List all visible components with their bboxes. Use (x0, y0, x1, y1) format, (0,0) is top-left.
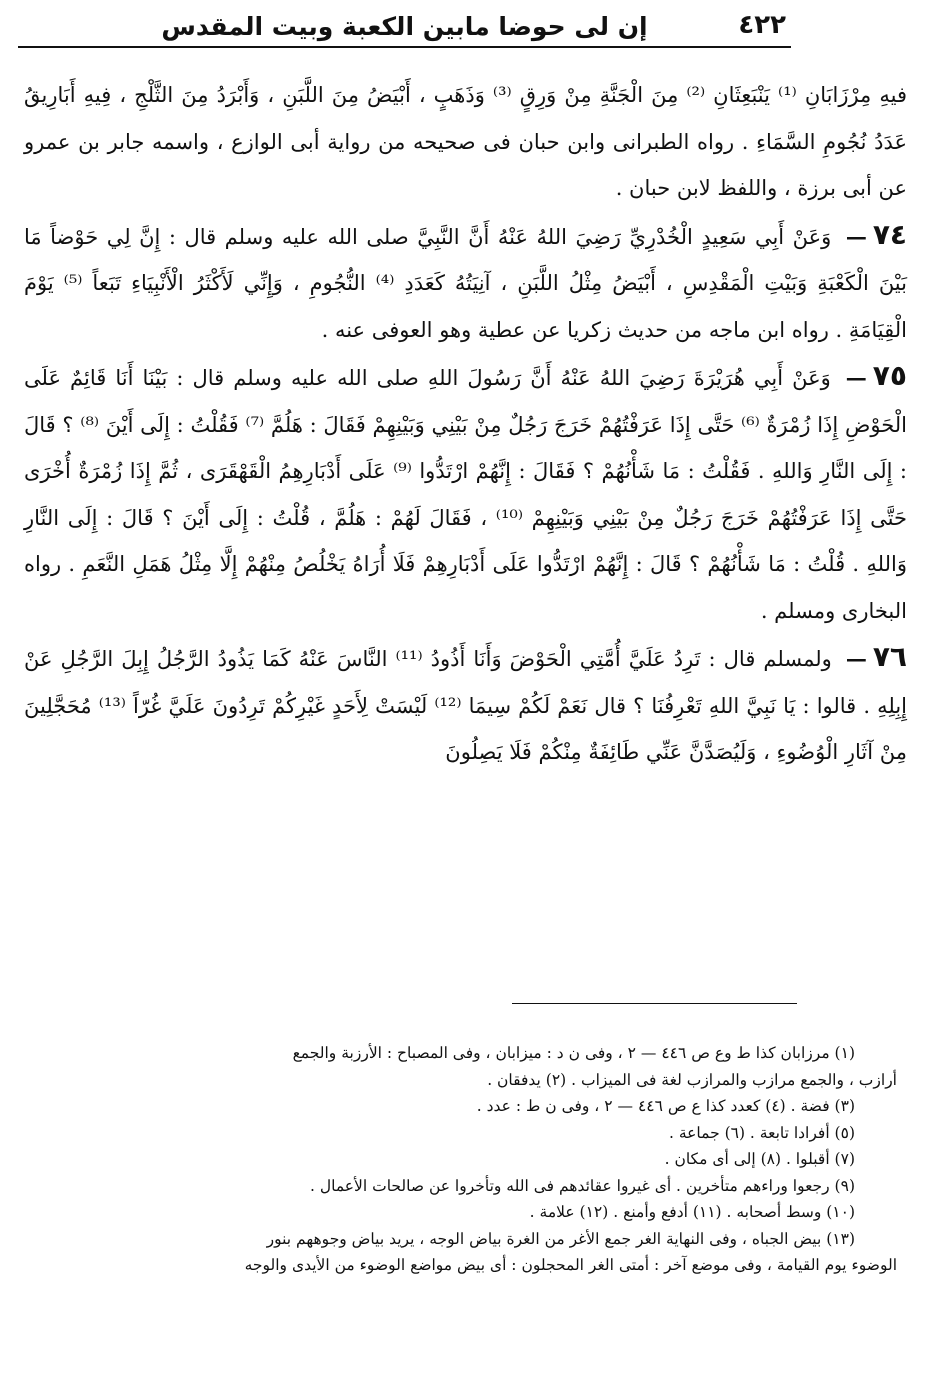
footnote-line: (١٣) بيض الجباه ، وفى النهاية الغر جمع الأغر من الغرة بياض الوجه ، يريد بياض وجوههم بنور (266, 1229, 855, 1248)
hadith-dash: — (845, 223, 867, 249)
footnote-line: الوضوء يوم القيامة ، وفى موضع آخر : أمتى الغر المحجلون : أى بيض مواضع الوضوء من الأيدى والوجه (244, 1256, 897, 1274)
hadith-74 (24, 212, 907, 354)
hadith-76 (24, 634, 907, 776)
hadith-text: وَعَنْ أَبِي سَعِيدٍ الْخُدْرِيِّ رَضِيَ اللهُ عَنْهُ أَنَّ النَّبِيَّ صلى الله عليه وسلم قال : إِنَّ لِي حَوْضاً مَا بَيْنَ الْكَعْبَةِ وَبَيْتِ الْمَقْدِسِ ، أَبْيَضُ مِثْلُ اللَّبَنِ ، آنِيَتُهُ كَعَدَدِ ⁽⁴⁾ النُّجُومِ ، وَإِنِّي لَأَكْثَرُ الْأَنْبِيَاءِ تَبَعاً ⁽⁵⁾ يَوْمَ الْقِيَامَةِ . رواه ابن ماجه من حديث زكريا عن عطية وهو العوفى عنه . (24, 224, 907, 342)
hadith-dash: — (845, 365, 867, 390)
paragraph-continued (24, 72, 907, 212)
main-text (24, 72, 907, 776)
hadith-number: ٧٥ (872, 359, 907, 392)
hadith-dash: — (845, 646, 867, 671)
page-number: ٤٢٢ (738, 10, 786, 40)
footnote-line: (٧) أقبلوا . (٨) إلى أى مكان . (664, 1150, 855, 1168)
page-header (18, 6, 791, 48)
footnote-line: (١٠) وسط أصحابه . (١١) أدفع وأمنع . (١٢) علامة . (529, 1203, 855, 1221)
running-title: إن لى حوضا مابين الكعبة وبيت المقدس (161, 12, 648, 41)
footnote-line: (٣) فضة . (٤) كعدد كذا ع ص ٤٤٦ — ٢ ، وفى ن ط : عدد . (476, 1097, 855, 1115)
footnote-line: أرازب ، والجمع مرازب والمرازب لغة فى الميزاب . (٢) يدفقان . (487, 1070, 897, 1089)
footnotes (24, 1040, 897, 1279)
hadith-text: ولمسلم قال : تَرِدُ عَلَيَّ أُمَّتِي الْحَوْضَ وَأَنَا أَذُودُ ⁽¹¹⁾ النَّاسَ عَنْهُ كَمَا يَذُودُ الرَّجُلُ إِبِلَ الرَّجُلِ عَنْ إِبِلِهِ . قالوا : يَا نَبِيَّ اللهِ تَعْرِفُنَا ؟ قال نَعَمْ لَكُمْ سِيمَا ⁽¹²⁾ لَيْسَتْ لِأَحَدٍ غَيْرِكُمْ تَرِدُونَ عَلَيَّ غُرّاً ⁽¹³⁾ مُحَجَّلِينَ مِنْ آثَارِ الْوُضُوءِ ، وَلَيُصَدَّنَّ عَنِّي طَائِفَةٌ مِنْكُمْ فَلَا يَصِلُونَ (24, 647, 907, 764)
hadith-number: ٧٤ (872, 217, 907, 251)
footnote-line: (٩) رجعوا وراءهم متأخرين . أى غيروا عقائدهم فى الله وتأخروا عن صالحات الأعمال . (309, 1176, 855, 1195)
hadith-text: وَعَنْ أَبِي هُرَيْرَةَ رَضِيَ اللهُ عَنْهُ أَنَّ رَسُولَ اللهِ صلى الله عليه وسلم قال : بَيْنَا أَنَا قَائِمٌ عَلَى الْحَوْضِ إِذَا زُمْرَةٌ ⁽⁶⁾ حَتَّى إِذَا عَرَفْتُهُمْ خَرَجَ رَجُلٌ مِنْ بَيْنِي وَبَيْنِهِمْ فَقَالَ : هَلُمَّ ⁽⁷⁾ فَقُلْتُ : إِلَى أَيْنَ ⁽⁸⁾ ؟ قَالَ : إِلَى النَّارِ وَاللهِ . فَقُلْتُ : مَا شَأْنُهُمْ ؟ فَقَالَ : إِنَّهُمْ ارْتَدُّوا ⁽⁹⁾ عَلَى أَدْبَارِهِمُ الْقَهْقَرَى ، ثُمَّ إِذَا زُمْرَةٌ أُخْرَى حَتَّى إِذَا عَرَفْتُهُمْ خَرَجَ رَجُلٌ مِنْ بَيْنِي وَبَيْنِهِمْ ⁽¹⁰⁾ ، فَقَالَ لَهُمْ : هَلُمَّ ، قُلْتُ : إِلَى أَيْنَ ؟ قَالَ : إِلَى النَّارِ وَاللهِ . قُلْتُ : مَا شَأْنُهُمْ ؟ قَالَ : إِنَّهُمْ ارْتَدُّوا عَلَى أَدْبَارِهِمْ فَلَا أُرَاهُ يَخْلُصُ مِنْهُمْ إِلَّا مِثْلُ هَمَلِ النَّعَمِ . رواه البخارى ومسلم . (24, 366, 908, 623)
paragraph-text: فيهِ مِرْزَابَانِ ⁽¹⁾ يَنْبَعِثَانِ ⁽²⁾ مِنَ الْجَنَّةِ مِنْ وَرِقٍ ⁽³⁾ وَذَهَبٍ ، أَبْيَضُ مِنَ اللَّبَنِ ، وَأَبْرَدُ مِنَ الثَّلْجِ ، فِيهِ أَبَارِيقُ عَدَدُ نُجُومِ السَّمَاءِ . رواه الطبرانى وابن حبان فى صحيحه من رواية أبى الوازع ، واسمه جابر بن عمرو عن أبى برزة ، واللفظ لابن حبان . (24, 83, 907, 200)
hadith-75 (24, 353, 907, 634)
hadith-number: ٧٦ (872, 640, 907, 673)
footnote-line: (٥) أفرادا تابعة . (٦) جماعة . (668, 1123, 855, 1142)
footnote-divider (512, 1003, 797, 1004)
footnote-line: (١) مرزابان كذا ط وع ص ٤٤٦ — ٢ ، وفى ن د : ميزابان ، وفى المصباح : الأرزبة والجمع (292, 1044, 855, 1062)
